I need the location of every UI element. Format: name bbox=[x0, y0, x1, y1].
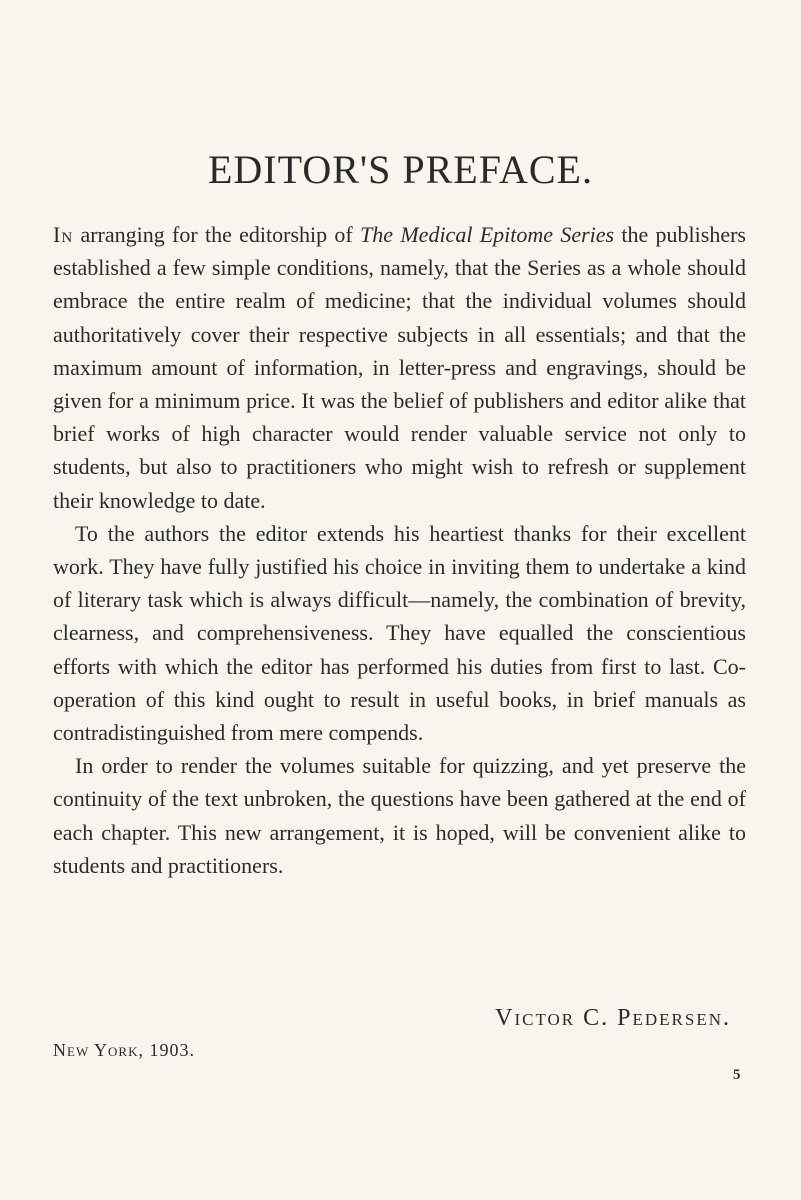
series-title: The Medical Epitome Series bbox=[360, 222, 615, 247]
page-number: 5 bbox=[733, 1067, 741, 1083]
paragraph-1-text-a: arranging for the editorship of bbox=[73, 222, 361, 247]
preface-body bbox=[53, 218, 746, 882]
paragraph-1-lead: In bbox=[53, 222, 74, 247]
signature: Victor C. Pedersen. bbox=[495, 1005, 731, 1031]
paragraph-1 bbox=[53, 218, 746, 517]
page-title: EDITOR'S PREFACE. bbox=[207, 147, 593, 192]
place-date: New York, 1903. bbox=[53, 1040, 195, 1060]
paragraph-2: To the authors the editor extends his heartiest thanks for their excellent work. They have fully justified his choice in inviting them to undertake a kind of literary task which is always difficult—namely, the combination of brevity, clearness, and comprehensiveness. They have equalled the conscientious efforts with which the editor has performed his duties from first to last. Co-operation of this kind ought to result in useful books, in brief manuals as contradistinguished from mere compends. bbox=[53, 520, 746, 746]
paragraph-3: In order to render the volumes suitable for quizzing, and yet preserve the continuity of the text unbroken, the questions have been gathered at the end of each chapter. This new arrangement, it is hoped, will be convenient alike to students and practitioners. bbox=[53, 753, 746, 878]
paragraph-1-text-b: the publishers established a few simple conditions, namely, that the Series as a whole should embrace the entire realm of medicine; that the individual volumes should authoritatively cover their respective subjects in all essentials; and that the maximum amount of information, in letter-press and engravings, should be given for a minimum price. It was the belief of publishers and editor alike that brief works of high character would render valuable service not only to students, but also to practitioners who might wish to refresh or supplement their knowledge to date. bbox=[53, 222, 746, 513]
